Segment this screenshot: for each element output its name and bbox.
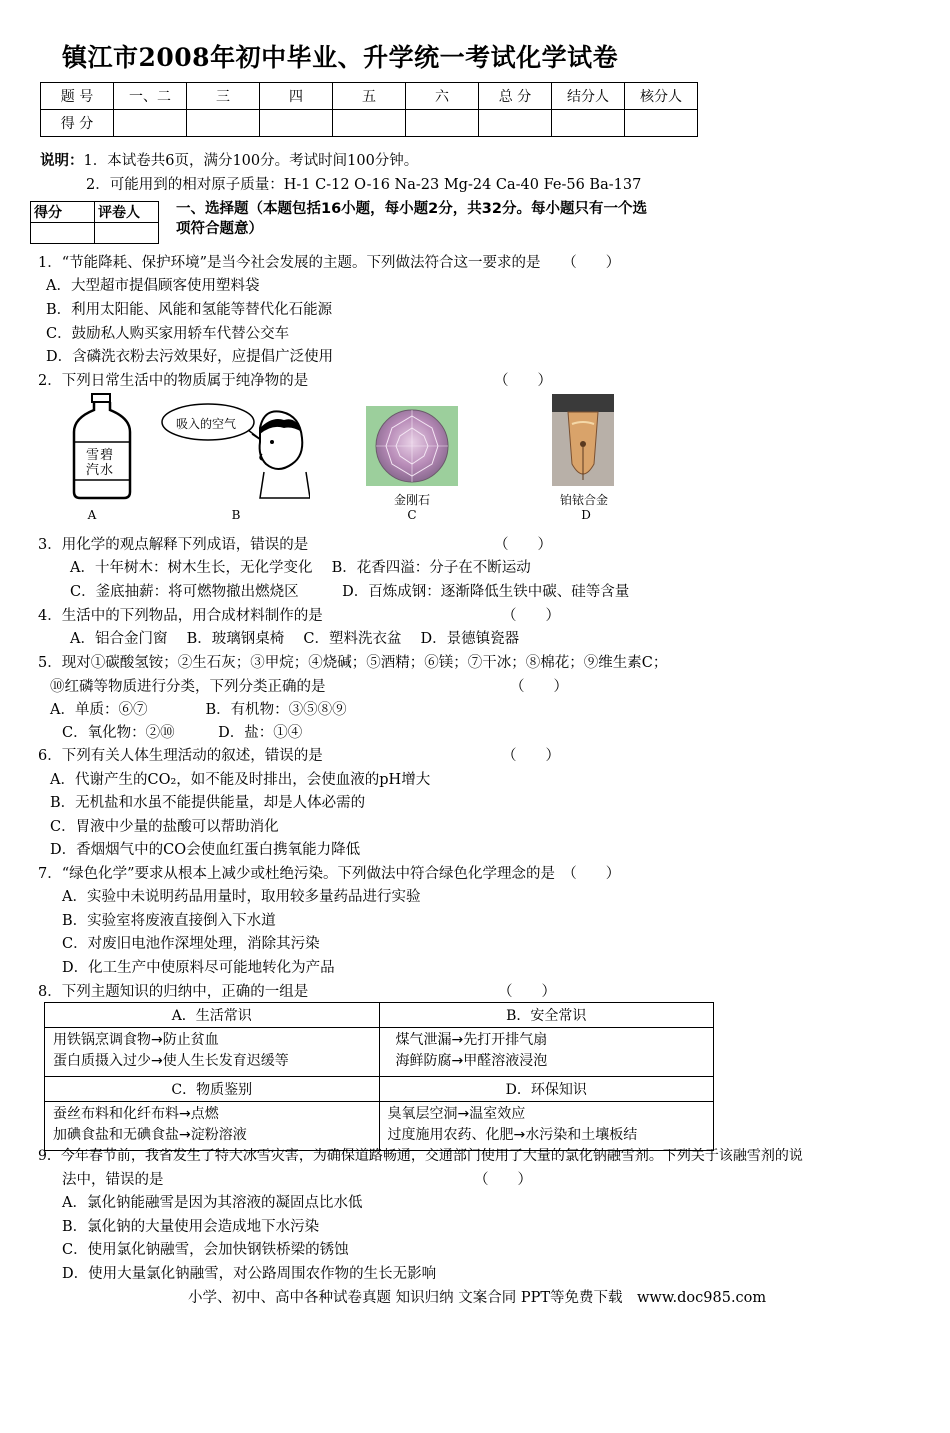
q8-d-item-2: 过度施用农药、化肥→水污染和土壤板结 (387, 1127, 638, 1143)
q8-answer-paren: （ ） (498, 984, 556, 1000)
score-table-header-row (41, 83, 698, 110)
score-header-cell: 结分人 (552, 83, 625, 110)
score-row-label: 得 分 (41, 110, 114, 137)
q8-b-content (379, 1028, 714, 1077)
q8-d-heading: D．环保知识 (379, 1077, 714, 1102)
q9-answer-paren: （ ） (474, 1172, 532, 1188)
q4-stem: 4．生活中的下列物品，用合成材料制作的是 (38, 608, 323, 624)
score-cell[interactable] (625, 110, 698, 137)
score-cell[interactable] (479, 110, 552, 137)
q7-option-d: D．化工生产中使原料尽可能地转化为产品 (62, 960, 335, 976)
grader-score-cell[interactable] (31, 223, 95, 244)
instructions-label: 说明： (40, 152, 84, 169)
speech-bubble-text: 吸入的空气 (176, 417, 237, 431)
q8-c-item-2: 加碘食盐和无碘食盐→淀粉溶液 (53, 1127, 247, 1143)
q9-stem-line-2: 法中，错误的是 (62, 1172, 164, 1188)
grader-name-label: 评卷人 (95, 202, 159, 223)
exam-title: 镇江市2008年初中毕业、升学统一考试化学试卷 (62, 43, 619, 72)
q8-knowledge-table (44, 1002, 714, 1151)
q9-option-b: B．氯化钠的大量使用会造成地下水污染 (62, 1219, 320, 1235)
q8-c-content (45, 1102, 380, 1151)
q7-option-c: C．对废旧电池作深埋处理，消除其污染 (62, 936, 320, 952)
q8-a-item-1: 用铁锅烹调食物→防止贫血 (53, 1032, 219, 1048)
score-header-cell: 三 (187, 83, 260, 110)
q7-option-a: A．实验中未说明药品用量时，取用较多量药品进行实验 (62, 889, 421, 905)
q2-picture-a-label: A (87, 508, 97, 522)
score-header-cell: 六 (406, 83, 479, 110)
score-header-cell: 一、二 (114, 83, 187, 110)
q8-d-content (379, 1102, 714, 1151)
q5-options-cd: C．氧化物：②⑩ D．盐：①④ (62, 725, 303, 741)
score-header-cell: 四 (260, 83, 333, 110)
diamond-label: 金刚石 (393, 493, 430, 507)
q2-picture-b-label: B (231, 508, 241, 522)
q2-stem: 2．下列日常生活中的物质属于纯净物的是 (38, 373, 309, 389)
q6-option-d: D．香烟烟气中的CO会使血红蛋白携氧能力降低 (50, 842, 361, 858)
diamond-icon (366, 406, 458, 486)
score-table-score-row (41, 110, 698, 137)
grader-score-label: 得分 (31, 202, 95, 223)
score-header-cell: 核分人 (625, 83, 698, 110)
instructions-line-1: 说明：1．本试卷共6页，满分100分。考试时间100分钟。 (40, 152, 419, 169)
pen-nib-label: 铂铱合金 (559, 493, 608, 507)
q4-options: A．铝合金门窗 B．玻璃钢桌椅 C．塑料洗衣盆 D．景德镇瓷器 (70, 631, 520, 647)
score-cell[interactable] (260, 110, 333, 137)
score-cell[interactable] (187, 110, 260, 137)
score-cell[interactable] (552, 110, 625, 137)
grader-box (30, 201, 159, 244)
score-table (40, 82, 698, 137)
q5-stem-line-1: 5．现对①碳酸氢铵；②生石灰；③甲烷；④烧碱；⑤酒精；⑥镁；⑦干冰；⑧棉花；⑨维生素C； (38, 655, 668, 671)
score-header-cell: 题 号 (41, 83, 114, 110)
q8-a-heading: A．生活常识 (45, 1003, 380, 1028)
q2-picture-c-label: C (407, 508, 417, 522)
q3-options-ab: A．十年树木：树木生长，无化学变化 B．花香四溢：分子在不断运动 (70, 560, 531, 576)
q1-option-d: D．含磷洗衣粉去污效果好，应提倡广泛使用 (46, 349, 334, 365)
q6-stem: 6．下列有关人体生理活动的叙述，错误的是 (38, 748, 323, 764)
score-cell[interactable] (114, 110, 187, 137)
score-cell[interactable] (406, 110, 479, 137)
q8-b-item-2: 海鲜防腐→甲醛溶液浸泡 (395, 1053, 548, 1069)
q1-option-b: B．利用太阳能、风能和氢能等替代化石能源 (46, 302, 333, 318)
q7-option-b: B．实验室将废液直接倒入下水道 (62, 913, 276, 929)
q1-option-c: C．鼓励私人购买家用轿车代替公交车 (46, 326, 290, 342)
q6-option-b: B．无机盐和水虽不能提供能量，却是人体必需的 (50, 795, 366, 811)
q8-d-item-1: 臭氧层空洞→温室效应 (387, 1106, 526, 1122)
q5-answer-paren: （ ） (510, 679, 568, 695)
q4-answer-paren: （ ） (502, 608, 560, 624)
q8-a-content (45, 1028, 380, 1077)
q7-stem: 7．“绿色化学”要求从根本上减少或杜绝污染。下列做法中符合绿色化学理念的是 （ ） (38, 866, 621, 882)
q8-c-item-1: 蚕丝布料和化纤布料→点燃 (53, 1106, 219, 1122)
section-1-heading: 一、选择题（本题包括16小题，每小题2分，共32分。每小题只有一个选 (176, 201, 647, 217)
footer-link[interactable]: 小学、初中、高中各种试卷真题 知识归纳 文案合同 PPT等免费下载 www.doc985.com (188, 1290, 767, 1306)
instructions-line-2: 2．可能用到的相对原子质量：H-1 C-12 O-16 Na-23 Mg-24 Ca-40 Fe-56 Ba-137 (86, 177, 642, 193)
q2-answer-paren: （ ） (494, 373, 552, 389)
q2-picture-d-label: D (581, 508, 591, 522)
q9-stem-line-1: 9．今年春节前，我省发生了特大冰雪灾害，为确保道路畅通，交通部门使用了大量的氯化钠融雪剂。下列关于该融雪剂的说 (38, 1148, 803, 1164)
q6-option-a: A．代谢产生的CO₂，如不能及时排出，会使血液的pH增大 (50, 772, 431, 788)
grader-name-cell[interactable] (95, 223, 159, 244)
q6-answer-paren: （ ） (502, 748, 560, 764)
score-header-cell: 总 分 (479, 83, 552, 110)
q1-option-a: A．大型超市提倡顾客使用塑料袋 (46, 278, 260, 294)
soda-bottle-label: 雪碧汽水 (85, 448, 114, 478)
q8-c-heading: C．物质鉴别 (45, 1077, 380, 1102)
section-1-heading-cont: 项符合题意） (176, 221, 263, 237)
q8-b-heading: B．安全常识 (379, 1003, 714, 1028)
q9-option-a: A．氯化钠能融雪是因为其溶液的凝固点比水低 (62, 1195, 363, 1211)
q5-options-ab: A．单质：⑥⑦ B．有机物：③⑤⑧⑨ (50, 702, 347, 718)
q5-stem-line-2: ⑩红磷等物质进行分类，下列分类正确的是 (50, 679, 326, 695)
q8-stem: 8．下列主题知识的归纳中，正确的一组是 (38, 984, 309, 1000)
score-cell[interactable] (333, 110, 406, 137)
score-header-cell: 五 (333, 83, 406, 110)
q8-b-item-1: 煤气泄漏→先打开排气扇 (395, 1032, 548, 1048)
q3-answer-paren: （ ） (494, 537, 552, 553)
q8-a-item-2: 蛋白质摄入过少→使人生长发育迟缓等 (53, 1053, 289, 1069)
q9-option-d: D．使用大量氯化钠融雪，对公路周围农作物的生长无影响 (62, 1266, 437, 1282)
q1-stem: 1．“节能降耗、保护环境”是当今社会发展的主题。下列做法符合这一要求的是 （ ） (38, 255, 621, 271)
q3-stem: 3．用化学的观点解释下列成语，错误的是 (38, 537, 309, 553)
q6-option-c: C．胃液中少量的盐酸可以帮助消化 (50, 819, 279, 835)
pen-nib-icon (552, 394, 614, 486)
person-breathing-icon (160, 398, 310, 502)
q9-option-c: C．使用氯化钠融雪，会加快钢铁桥梁的锈蚀 (62, 1242, 349, 1258)
q3-options-cd: C．釜底抽薪：将可燃物撤出燃烧区 D．百炼成钢：逐渐降低生铁中碳、硅等含量 (70, 584, 630, 600)
